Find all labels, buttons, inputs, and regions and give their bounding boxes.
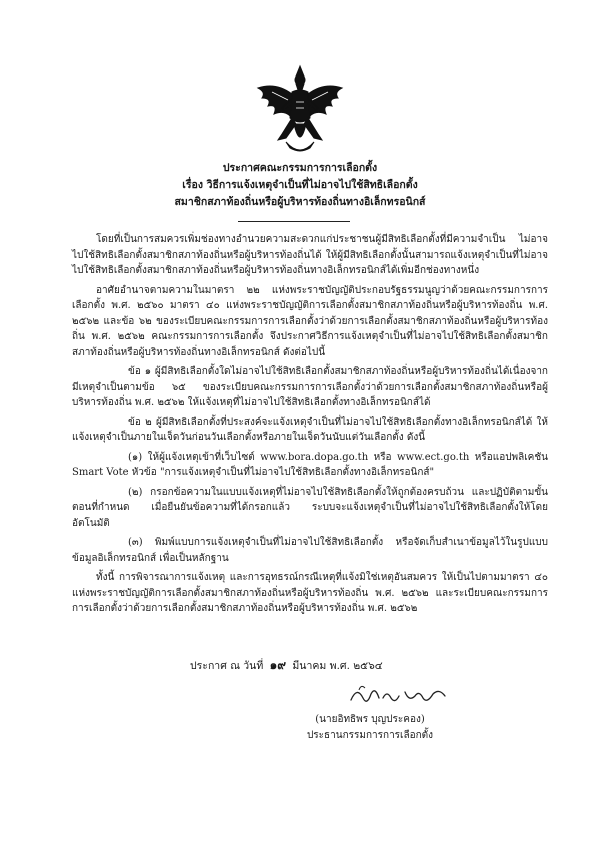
closing-paragraph: ทั้งนี้ การพิจารณาการแจ้งเหตุ และการอุทธรณ์กรณีเหตุที่แจ้งมิใช่เหตุอันสมควร ให้เป็นไปตามมาตรา ๔๐ แห่งพระราชบัญญัติการเลือกตั้งสมาชิกสภาท้องถิ่นหรือผู้บริหารท้องถิ่น พ.ศ. ๒๕๖๒ และระเบียบคณะกรรมการการเลือกตั้งว่าด้วยการเลือกตั้งสมาชิกสภาท้องถิ่นหรือผู้บริหารท้องถิ่น พ.ศ. ๒๕๖๒ — [72, 572, 548, 614]
announcement-header — [0, 160, 600, 211]
list-item-1: (๑) ให้ผู้แจ้งเหตุเข้าที่เว็บไซต์ www.bora.dopa.go.th หรือ www.ect.go.th หรือแอปพลิเคชัน Smart Vote หัวข้อ "การแจ้งเหตุจำเป็นที่ไม่อาจไปใช้สิทธิเลือกตั้งทางอิเล็กทรอนิกส์" — [72, 451, 548, 478]
clause-2: ข้อ ๒ ผู้มีสิทธิเลือกตั้งที่ประสงค์จะแจ้งเหตุจำเป็นที่ไม่อาจไปใช้สิทธิเลือกตั้งทางอิเล็กทรอนิกส์ได้ ให้แจ้งเหตุจำเป็นภายในเจ็ดวันก่อนวันเลือกตั้งหรือภายในเจ็ดวันนับแต่วันเลือกตั้ง ดังนี้ — [72, 416, 548, 443]
header-line-1: ประกาศคณะกรรมการการเลือกตั้ง — [222, 162, 378, 174]
signer-name: (นายอิทธิพร บุญประคอง) — [315, 714, 425, 725]
header-line-3: สมาชิกสภาท้องถิ่นหรือผู้บริหารท้องถิ่นทางอิเล็กทรอนิกส์ — [174, 196, 426, 208]
header-line-2: เรื่อง วิธีการแจ้งเหตุจำเป็นที่ไม่อาจไปใช้สิทธิเลือกตั้ง — [182, 179, 418, 191]
list-item-3: (๓) พิมพ์แบบการแจ้งเหตุจำเป็นที่ไม่อาจไปใช้สิทธิเลือกตั้ง หรือจัดเก็บสำเนาข้อมูลไว้ในรูปแบบข้อมูลอิเล็กทรอนิกส์ เพื่อเป็นหลักฐาน — [72, 537, 548, 564]
intro-paragraph: โดยที่เป็นการสมควรเพิ่มช่องทางอำนวยความสะดวกแก่ประชาชนผู้มีสิทธิเลือกตั้งที่มีความจำเป็น ไม่อาจไปใช้สิทธิเลือกตั้งสมาชิกสภาท้องถิ่นหรือผู้บริหารท้องถิ่นได้ ให้ผู้มีสิทธิเลือกตั้งนั้นสามารถแจ้งเหตุจำเป็นที่ไม่อาจไปใช้สิทธิเลือกตั้งสมาชิกสภาท้องถิ่นหรือผู้บริหารท้องถิ่นทางอิเล็กทรอนิกส์ได้เพิ่มอีกช่องทางหนึ่ง — [72, 234, 548, 276]
date-month-year: มีนาคม พ.ศ. ๒๕๖๔ — [292, 660, 383, 672]
garuda-emblem-icon — [252, 62, 348, 162]
header-divider — [238, 221, 350, 222]
announcement-body — [72, 232, 548, 621]
authority-paragraph: อาศัยอำนาจตามความในมาตรา ๒๒ แห่งพระราชบัญญัติประกอบรัฐธรรมนูญว่าด้วยคณะกรรมการการเลือกตั้ง พ.ศ. ๒๕๖๐ มาตรา ๔๐ แห่งพระราชบัญญัติการเลือกตั้งสมาชิกสภาท้องถิ่นหรือผู้บริหารท้องถิ่น พ.ศ. ๒๕๖๒ และข้อ ๖๒ ของระเบียบคณะกรรมการการเลือกตั้งว่าด้วยการเลือกตั้งสมาชิกสภาท้องถิ่นหรือผู้บริหารท้องถิ่น พ.ศ. ๒๕๖๒ คณะกรรมการการเลือกตั้ง จึงประกาศวิธีการแจ้งเหตุจำเป็นที่ไม่อาจไปใช้สิทธิเลือกตั้งสมาชิกสภาท้องถิ่นหรือผู้บริหารท้องถิ่นทางอิเล็กทรอนิกส์ ดังต่อไปนี้ — [72, 284, 548, 358]
clause-1: ข้อ ๑ ผู้มีสิทธิเลือกตั้งใดไม่อาจไปใช้สิทธิเลือกตั้งสมาชิกสภาท้องถิ่นหรือผู้บริหารท้องถิ่นได้เนื่องจากมีเหตุจำเป็นตามข้อ ๖๕ ของระเบียบคณะกรรมการการเลือกตั้งว่าด้วยการเลือกตั้งสมาชิกสภาท้องถิ่นหรือผู้บริหารท้องถิ่น พ.ศ. ๒๕๖๒ ให้แจ้งเหตุที่ไม่อาจไปใช้สิทธิเลือกตั้งทางอิเล็กทรอนิกส์ได้ — [72, 366, 548, 408]
signer-position: ประธานกรรมการการเลือกตั้ง — [306, 730, 434, 741]
announcement-date — [190, 656, 383, 675]
handwritten-signature-icon — [345, 680, 455, 710]
list-item-2: (๒) กรอกข้อความในแบบแจ้งเหตุที่ไม่อาจไปใช้สิทธิเลือกตั้งให้ถูกต้องครบถ้วน และปฏิบัติตามขั้นตอนที่กำหนด เมื่อยืนยันข้อความที่ได้กรอกแล้ว ระบบจะแจ้งเหตุจำเป็นที่ไม่อาจไปใช้สิทธิเลือกตั้งให้โดยอัตโนมัติ — [72, 486, 548, 529]
signer-block — [290, 712, 450, 744]
date-day: ๑๙ — [269, 658, 287, 672]
date-prefix: ประกาศ ณ วันที่ — [190, 660, 264, 672]
